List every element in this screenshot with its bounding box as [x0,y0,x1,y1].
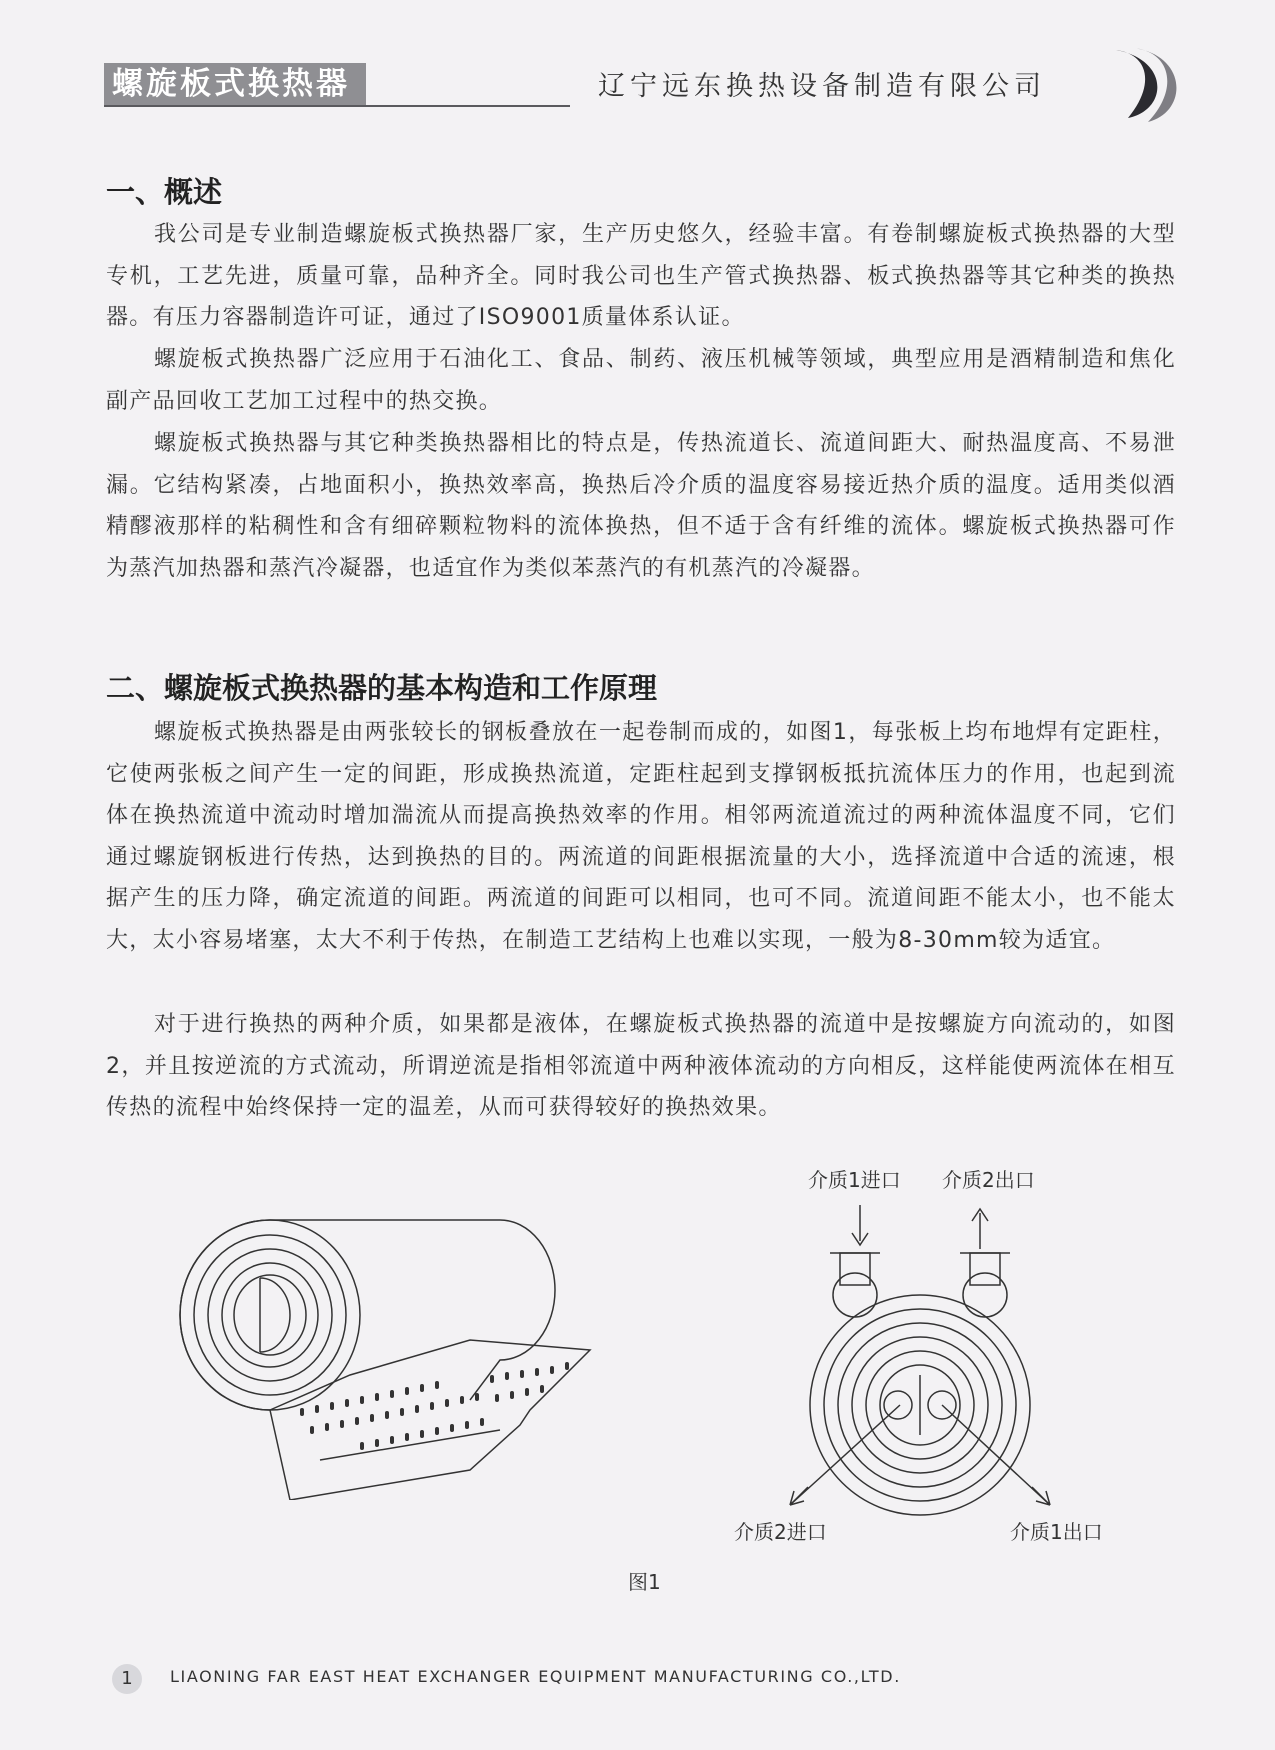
company-logo-icon [1108,44,1188,124]
figure-caption: 图1 [628,1570,661,1594]
section2-paragraph-2: 对于进行换热的两种介质，如果都是液体，在螺旋板式换热器的流道中是按螺旋方向流动的，如图2，并且按逆流的方式流动，所谓逆流是指相邻流道中两种液体流动的方向相反，这样能使两流体在相互传热的流程中始终保持一定的温差，从而可获得较好的换热效果。 [106,1012,1176,1120]
spiral-exchanger-cross-section-diagram [760,1205,1090,1535]
section1-paragraph-2: 螺旋板式换热器广泛应用于石油化工、食品、制药、液压机械等领域，典型应用是酒精制造和焦化副产品回收工艺加工过程中的热交换。 [106,347,1176,414]
footer-company-english: LIAONING FAR EAST HEAT EXCHANGER EQUIPMENT MANUFACTURING CO.,LTD. [170,1667,901,1686]
section1-heading: 一、概述 [106,175,223,209]
section2-heading: 二、螺旋板式换热器的基本构造和工作原理 [106,671,658,705]
section2-paragraph-1: 螺旋板式换热器是由两张较长的钢板叠放在一起卷制而成的，如图1，每张板上均布地焊有定距柱，它使两张板之间产生一定的间距，形成换热流道，定距柱起到支撑钢板抵抗流体压力的作用，也起到流体在换热流道中流动时增加湍流从而提高换热效率的作用。相邻两流道流过的两种流体温度不同，它们通过螺旋钢板进行传热，达到换热的目的。两流道的间距根据流量的大小，选择流道中合适的流速，根据产生的压力降，确定流道的间距。两流道的间距可以相同，也可不同。流道间距不能太小，也不能太大，太小容易堵塞，太大不利于传热，在制造工艺结构上也难以实现，一般为8-30mm较为适宜。 [106,720,1176,953]
label-medium2-inlet: 介质2进口 [734,1520,827,1544]
label-medium2-outlet: 介质2出口 [942,1168,1035,1192]
page-number: 1 [112,1664,142,1694]
label-medium1-outlet: 介质1出口 [1010,1520,1103,1544]
label-medium1-inlet: 介质1进口 [808,1168,901,1192]
header-divider [104,105,570,107]
header-title: 螺旋板式换热器 [104,63,366,105]
spiral-plate-roll-illustration [170,1200,600,1500]
section1-paragraph-1: 我公司是专业制造螺旋板式换热器厂家，生产历史悠久，经验丰富。有卷制螺旋板式换热器的大型专机，工艺先进，质量可靠，品种齐全。同时我公司也生产管式换热器、板式换热器等其它种类的换热器。有压力容器制造许可证，通过了ISO9001质量体系认证。 [106,222,1176,330]
company-name: 辽宁远东换热设备制造有限公司 [598,71,1046,102]
section1-paragraph-3: 螺旋板式换热器与其它种类换热器相比的特点是，传热流道长、流道间距大、耐热温度高、不易泄漏。它结构紧凑，占地面积小，换热效率高，换热后冷介质的温度容易接近热介质的温度。适用类似酒精醪液那样的粘稠性和含有细碎颗粒物料的流体换热，但不适于含有纤维的流体。螺旋板式换热器可作为蒸汽加热器和蒸汽冷凝器，也适宜作为类似苯蒸汽的有机蒸汽的冷凝器。 [106,431,1176,581]
